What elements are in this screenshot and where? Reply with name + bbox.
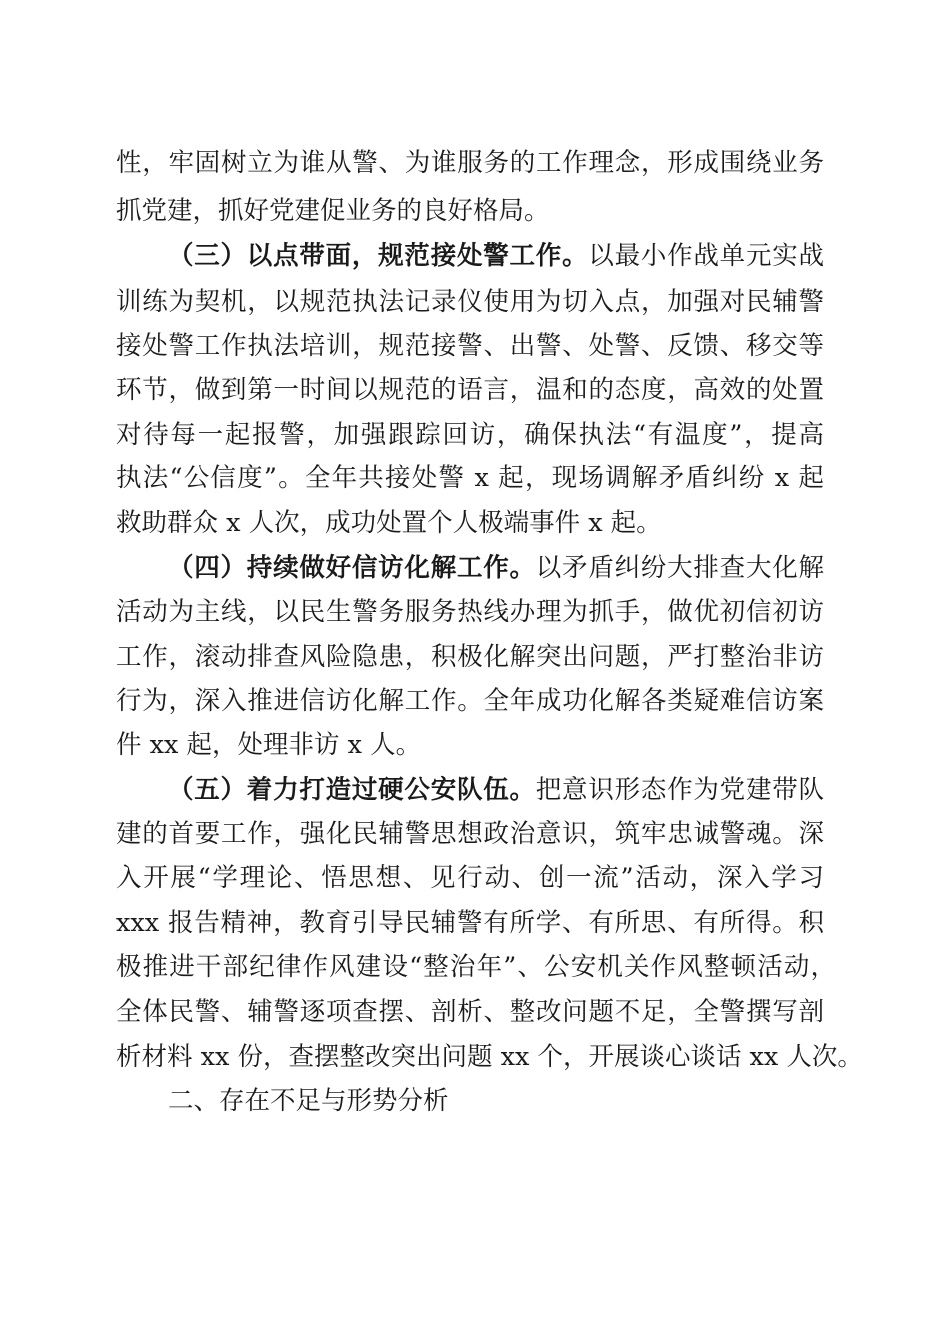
paragraph-line [0,1040,950,1074]
paragraph-first-line [0,773,950,807]
paragraph-line [0,906,950,940]
paragraph-line [0,728,950,762]
line-text: 性，牢固树立为谁从警、为谁服务的工作理念，形成围绕业务 [116,148,824,178]
line-text: 训练为契机，以规范执法记录仪使用为切入点，加强对民辅警 [116,287,824,317]
line-text: xxx 报告精神，教育引导民辅警有所学、有所思、有所得。积 [116,908,824,938]
subheading-four: （四）持续做好信访化解工作。 [168,553,536,583]
paragraph-line [0,461,950,495]
line-text: 行为，深入推进信访化解工作。全年成功化解各类疑难信访案 [116,686,824,716]
line-text: 析材料 xx 份，查摆整改突出问题 xx 个，开展谈心谈话 xx 人次。 [116,1042,863,1072]
line-text: 环节，做到第一时间以规范的语言，温和的态度，高效的处置 [116,375,824,405]
line-text: 活动为主线，以民生警务服务热线办理为抓手，做优初信初访 [116,597,824,627]
paragraph-line [0,506,950,540]
paragraph-line [0,595,950,629]
section-heading-text: 二、存在不足与形势分析 [168,1086,449,1116]
paragraph-line [0,684,950,718]
line-text: 接处警工作执法培训，规范接警、出警、处警、反馈、移交等 [116,331,824,361]
line-text: 抓党建，抓好党建促业务的良好格局。 [116,196,550,226]
line-text: 对待每一起报警，加强跟踪回访，确保执法“有温度”，提高 [116,420,824,450]
subheading-three: （三）以点带面，规范接处警工作。 [168,241,589,271]
line-text: 入开展“学理论、悟思想、见行动、创一流”活动，深入学习 [116,863,824,893]
paragraph-line [0,194,950,228]
line-text: 执法“公信度”。全年共接处警 x 起，现场调解矛盾纠纷 x 起 [116,463,824,493]
line-text: 把意识形态作为党建带队 [535,775,824,805]
paragraph-line [0,861,950,895]
line-text: 救助群众 x 人次，成功处置个人极端事件 x 起。 [116,508,662,538]
line-text: 建的首要工作，强化民辅警思想政治意识，筑牢忠诚警魂。深 [116,819,824,849]
paragraph-first-line [0,239,950,273]
paragraph-line [0,285,950,319]
section-heading [0,1084,950,1118]
paragraph-line [0,373,950,407]
paragraph-line [0,950,950,984]
line-text: 以矛盾纠纷大排查大化解 [535,553,824,583]
line-text: 全体民警、辅警逐项查摆、剖析、整改问题不足，全警撰写剖 [116,997,824,1027]
paragraph-first-line [0,551,950,585]
line-text: 极推进干部纪律作风建设“整治年”、公安机关作风整顿活动， [116,952,836,982]
line-text: 工作，滚动排查风险隐患，积极化解突出问题，严打整治非访 [116,642,824,672]
subheading-five: （五）着力打造过硬公安队伍。 [168,775,536,805]
line-text: 件 xx 起，处理非访 x 人。 [116,730,422,760]
paragraph-line [0,418,950,452]
paragraph-line [0,817,950,851]
paragraph-line [0,995,950,1029]
paragraph-line [0,640,950,674]
paragraph-line [0,329,950,363]
paragraph-line [0,146,950,180]
line-text: 以最小作战单元实战 [588,241,824,271]
